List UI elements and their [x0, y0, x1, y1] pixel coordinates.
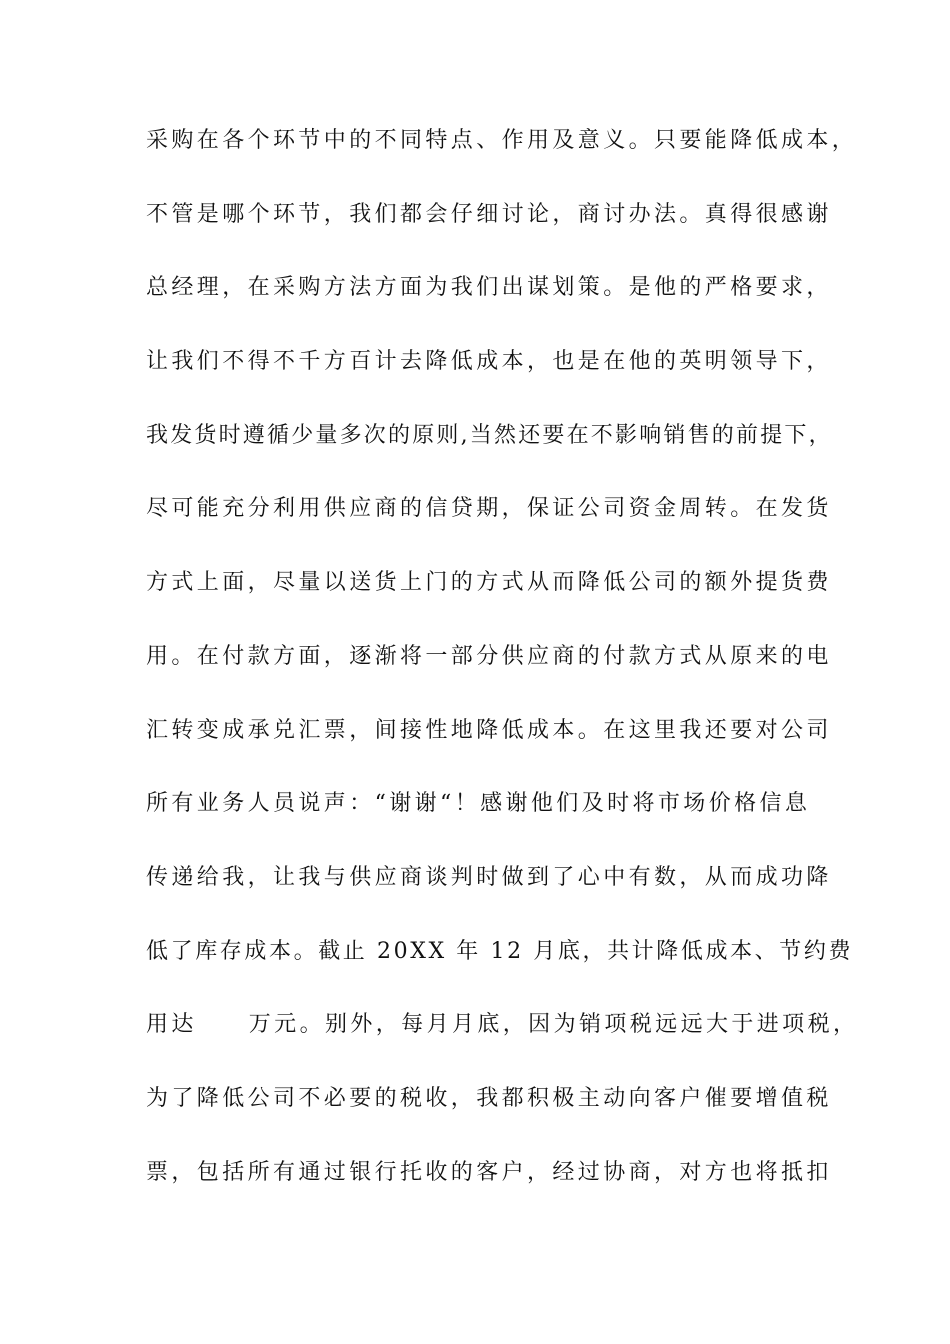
- text-line: 所有业务人员说声：“谢谢“！感谢他们及时将市场价格信息: [146, 791, 811, 817]
- text-line: 方式上面，尽量以送货上门的方式从而降低公司的额外提货费: [146, 570, 832, 596]
- text-line: 采购在各个环节中的不同特点、作用及意义。只要能降低成本，: [146, 128, 858, 153]
- text-line: 汇转变成承兑汇票，间接性地降低成本。在这里我还要对公司: [146, 717, 832, 743]
- text-line: 不管是哪个环节，我们都会仔细讨论，商讨办法。真得很感谢: [146, 201, 832, 227]
- text-line: 我发货时遵循少量多次的原则,当然还要在不影响销售的前提下，: [146, 422, 833, 448]
- text-line: 传递给我，让我与供应商谈判时做到了心中有数，从而成功降: [146, 864, 832, 890]
- text-line: 用达 万元。别外，每月月底，因为销项税远远大于进项税，: [146, 1012, 859, 1038]
- text-line: 为了降低公司不必要的税收，我都积极主动向客户催要增值税: [146, 1085, 832, 1111]
- text-line: 票，包括所有通过银行托收的客户，经过协商，对方也将抵扣: [146, 1159, 832, 1185]
- body-text: [146, 128, 859, 1233]
- text-line: 让我们不得不千方百计去降低成本，也是在他的英明领导下，: [146, 349, 832, 375]
- text-line: 低了库存成本。截止 20XX 年 12 月底，共计降低成本、节约费: [146, 938, 854, 964]
- text-line: 尽可能充分利用供应商的信贷期，保证公司资金周转。在发货: [146, 496, 832, 522]
- text-line: 用。在付款方面，逐渐将一部分供应商的付款方式从原来的电: [146, 643, 832, 669]
- text-line: 总经理，在采购方法方面为我们出谋划策。是他的严格要求，: [146, 275, 832, 301]
